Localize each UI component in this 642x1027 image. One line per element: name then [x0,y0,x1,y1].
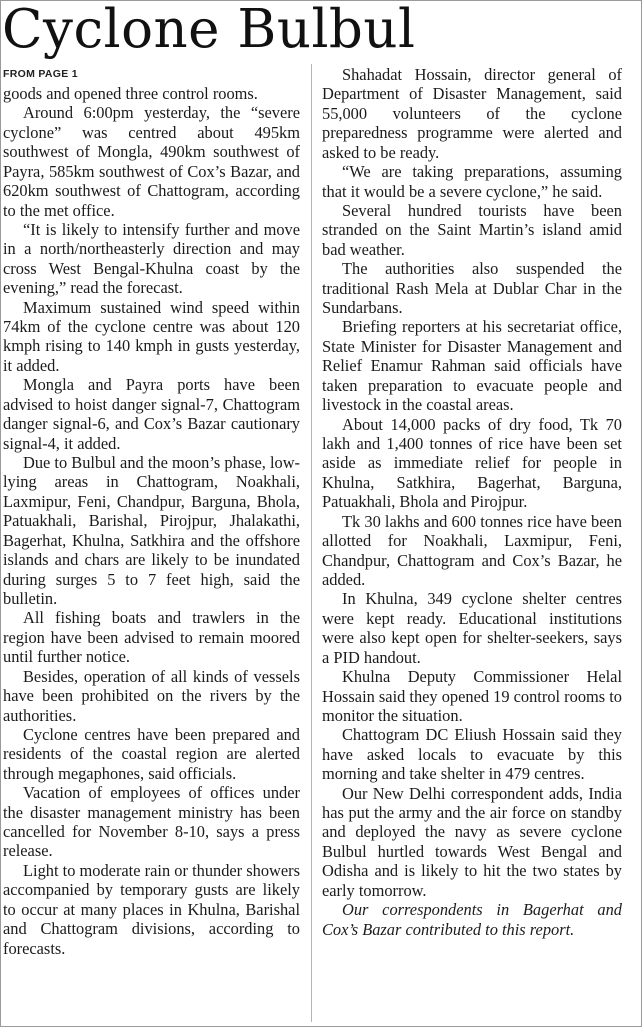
paragraph: “It is likely to intensify further and move in a north/northeasterly direction and may cross West Bengal-Khulna coast by the evening,” read the forecast. [3,219,300,298]
credit-line: Our correspondents in Bagerhat and Cox’s Bazar contributed to this report. [322,900,622,939]
paragraph: Tk 30 lakhs and 600 tonnes rice have been allotted for Noakhali, Laxmipur, Feni, Chandpur, Chattogram and Cox’s Bazar, he added. [322,511,622,589]
paragraph: Khulna Deputy Commissioner Helal Hossain said they opened 19 control rooms to monitor the situation. [322,667,622,725]
paragraph: Vacation of employees of offices under the disaster management ministry has been cancelled for November 8-10, says a press release. [3,783,300,861]
paragraph: About 14,000 packs of dry food, Tk 70 lakh and 1,400 tonnes of rice have been set aside as immediate relief for people in Khulna, Satkhira, Bagerhat, Barguna, Patuakhali, Bhola and Pirojpur. [322,414,622,512]
paragraph: Around 6:00pm yesterday, the “severe cyclone” was centred about 495km southwest of Mongla, 490km southwest of Payra, 585km southwest of Cox’s Bazar, and 620km southwest of Chattogram, according to the met office. [3,103,300,220]
paragraph: Maximum sustained wind speed within 74km of the cyclone centre was about 120 kmph rising to 140 kmph in gusts yesterday, it added. [3,297,300,375]
paragraph: Chattogram DC Eliush Hossain said they have asked locals to evacuate by this morning and take shelter in 479 centres. [322,725,622,784]
left-column [3,84,300,958]
paragraph: Due to Bulbul and the moon’s phase, low-lying areas in Chattogram, Noakhali, Laxmipur, Feni, Chandpur, Barguna, Bhola, Patuakhali, Barishal, Pirojpur, Jhalakathi, Bagerhat, Khulna, Satkhira and the offshore islands and chars are likely to be inundated during surges 5 to 7 feet high, said the bulletin. [3,453,300,608]
paragraph: All fishing boats and trawlers in the region have been advised to remain moored until further notice. [3,608,300,667]
paragraph: “We are taking preparations, assuming that it would be a severe cyclone,” he said. [322,162,622,201]
paragraph: Besides, operation of all kinds of vessels have been prohibited on the rivers by the authorities. [3,666,300,725]
paragraph: In Khulna, 349 cyclone shelter centres were kept ready. Educational institutions were also kept open for shelter-seekers, says a PID handout. [322,589,622,667]
paragraph: Our New Delhi correspondent adds, India has put the army and the air force on standby and deployed the navy as severe cyclone Bulbul hurtled towards West Bengal and Odisha and is likely to hit the two states by early tomorrow. [322,783,622,900]
paragraph: Shahadat Hossain, director general of Department of Disaster Management, said 55,000 volunteers of the cyclone preparedness programme were alerted and asked to be ready. [322,65,622,162]
paragraph: goods and opened three control rooms. [3,84,258,103]
paragraph: Several hundred tourists have been stranded on the Saint Martin’s island amid bad weather. [322,200,622,259]
paragraph: Light to moderate rain or thunder showers accompanied by temporary gusts are likely to occur at many places in Khulna, Barishal and Chattogram divisions, according to forecasts. [3,860,300,958]
right-column [322,65,622,939]
column-divider [311,64,312,1022]
paragraph: Briefing reporters at his secretariat office, State Minister for Disaster Management and Relief Enamur Rahman said officials have taken preparation to evacuate people and livestock in the coastal areas. [322,317,622,415]
paragraph: Mongla and Payra ports have been advised to hoist danger signal-7, Chattogram danger signal-6, and Cox’s Bazar cautionary signal-4, it added. [3,375,300,453]
paragraph: The authorities also suspended the traditional Rash Mela at Dublar Char in the Sundarbans. [322,259,622,318]
jump-label: FROM PAGE 1 [3,68,78,80]
headline: Cyclone Bulbul [2,0,416,60]
paragraph: Cyclone centres have been prepared and residents of the coastal region are alerted through megaphones, said officials. [3,724,300,783]
